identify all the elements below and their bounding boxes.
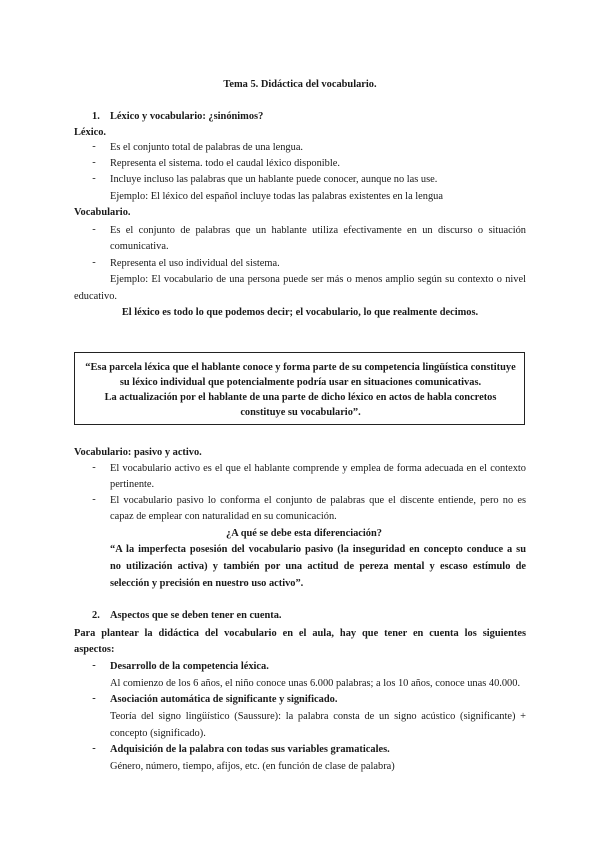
quote-line-3: La actualización por el hablante de una parte de dicho léxico en actos de habla concretos [104, 392, 497, 403]
vocabulario-item-2: Representa el uso individual del sistema. [110, 258, 280, 269]
bullet-dash: - [92, 494, 96, 505]
pasivo-line-2: capaz de emplear con naturalidad en su comunicación. [110, 511, 337, 522]
answer-line-2: no utilización activa) y también por una actitud de pereza mental y escaso estímulo de [110, 561, 526, 572]
aspect-1-text: Al comienzo de los 6 años, el niño conoce unas 6.000 palabras; a los 10 años, conoce unas 40.000. [110, 678, 521, 689]
quote-line-2: su léxico individual que potencialmente podría usar en situaciones comunicativas. [119, 377, 482, 388]
pasivo-activo-heading: Vocabulario: pasivo y activo. [74, 447, 202, 458]
lexico-example: Ejemplo: El léxico del español incluye todas las palabras existentes en la lengua [110, 191, 443, 202]
bullet-dash: - [92, 462, 96, 473]
section-2-intro-line-2: aspectos: [74, 644, 115, 655]
lexico-item-2: Representa el sistema. todo el caudal léxico disponible. [110, 158, 340, 169]
bullet-dash: - [92, 743, 96, 754]
bullet-dash: - [92, 257, 96, 268]
answer-line-1: “A la imperfecta posesión del vocabulario pasivo (la inseguridad en concepto conduce a su [110, 544, 526, 555]
vocabulario-label: Vocabulario. [74, 207, 131, 218]
section-1-heading: Léxico y vocabulario: ¿sinónimos? [110, 111, 264, 122]
aspect-2-title: Asociación automática de significante y significado. [110, 694, 338, 705]
quote-box [74, 352, 525, 425]
vocabulario-item-1-line-1: Es el conjunto de palabras que un hablante utiliza efectivamente en un discurso o situación [110, 225, 526, 236]
bullet-dash: - [92, 173, 96, 184]
section-2-number: 2. [92, 610, 100, 621]
diferenciacion-question: ¿A qué se debe esta diferenciación? [226, 528, 382, 539]
quote-line-4: constituye su vocabulario”. [240, 407, 361, 418]
activo-line-1: El vocabulario activo es el que el hablante comprende y emplea de forma adecuada en el contexto [110, 463, 526, 474]
activo-line-2: pertinente. [110, 479, 155, 490]
bullet-dash: - [92, 693, 96, 704]
answer-line-3: selección y precisión en nuestro uso activo”. [110, 578, 304, 589]
summary-statement: El léxico es todo lo que podemos decir; el vocabulario, lo que realmente decimos. [121, 307, 479, 318]
aspect-3-title: Adquisición de la palabra con todas sus variables gramaticales. [110, 744, 390, 755]
bullet-dash: - [92, 157, 96, 168]
quote-line-1: “Esa parcela léxica que el hablante conoce y forma parte de su competencia lingüística constituye [85, 362, 516, 373]
aspect-2-text-line-2: concepto (significado). [110, 728, 206, 739]
pasivo-line-1: El vocabulario pasivo lo conforma el conjunto de palabras que el discente entiende, pero no es [110, 495, 526, 506]
section-1-number: 1. [92, 111, 100, 122]
vocabulario-item-1-line-2: comunicativa. [110, 241, 169, 252]
aspect-3-text: Género, número, tiempo, afijos, etc. (en función de clase de palabra) [110, 761, 395, 772]
lexico-item-1: Es el conjunto total de palabras de una lengua. [110, 142, 304, 153]
page-title: Tema 5. Didáctica del vocabulario. [223, 79, 377, 90]
lexico-label: Léxico. [74, 127, 107, 138]
bullet-dash: - [92, 224, 96, 235]
lexico-item-3: Incluye incluso las palabras que un hablante puede conocer, aunque no las use. [110, 174, 438, 185]
bullet-dash: - [92, 660, 96, 671]
section-2-intro-line-1: Para plantear la didáctica del vocabulario en el aula, hay que tener en cuenta los siguientes [74, 628, 526, 639]
section-2-heading: Aspectos que se deben tener en cuenta. [110, 610, 282, 621]
aspect-2-text-line-1: Teoría del signo lingüístico (Saussure): la palabra consta de un signo acústico (significante) + [110, 711, 526, 722]
aspect-1-title: Desarrollo de la competencia léxica. [110, 661, 269, 672]
vocabulario-example-line-2: educativo. [74, 291, 117, 302]
bullet-dash: - [92, 141, 96, 152]
vocabulario-example-line-1: Ejemplo: El vocabulario de una persona puede ser más o menos amplio según su contexto o nivel [110, 274, 526, 285]
